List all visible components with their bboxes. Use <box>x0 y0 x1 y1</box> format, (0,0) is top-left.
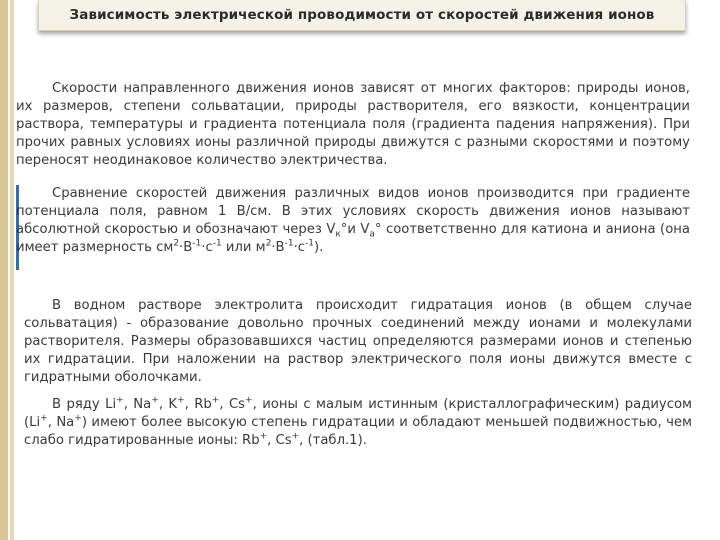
paragraph-2-text-a: Сравнение скоростей движения различных видов ионов производится при градиенте потенциала поля, равном 1 В/см. В этих условиях скорость движения ионов называют абсолютной скоростью и обозначают через V <box>16 186 690 237</box>
superscript: -1 <box>305 238 315 249</box>
paragraph-2-text-g: ·В <box>271 240 285 255</box>
paragraph-2-text-b: °и V <box>340 222 370 237</box>
paragraph-2-text-c: ° соответственно для катиона и аниона (она имеет размерность см <box>16 222 690 255</box>
subscript-k: к <box>335 229 341 240</box>
superscript-plus: + <box>74 413 82 424</box>
superscript-plus: + <box>211 395 220 406</box>
paragraph-4-text-c: , K <box>158 397 178 412</box>
paragraph-4 <box>24 396 692 450</box>
superscript-plus: + <box>245 395 253 406</box>
paragraph-1 <box>16 80 690 170</box>
superscript-plus: + <box>291 431 300 442</box>
paragraph-1-text: Скорости направленного движения ионов зависят от многих факторов: природы ионов, их размеров, степени сольватации, природы растворителя, его вязкости, концентрации раствора, температуры и градиента потенциала поля (градиента падения напряжения). При прочих равных условиях ионы различной природы движутся с разными скоростями и поэтому переносят неодинаковое количество электричества. <box>16 81 690 168</box>
paragraph-2 <box>16 185 690 257</box>
paragraph-2-text-h: ·с <box>293 240 306 255</box>
paragraph-3 <box>24 297 692 387</box>
page-title: Зависимость электрической проводимости от скоростей движения ионов <box>69 7 655 23</box>
superscript-plus: + <box>177 395 185 406</box>
paragraph-2-text-i: ). <box>314 240 324 255</box>
superscript-plus: + <box>40 413 48 424</box>
paragraph-4-text-g: , Na <box>47 415 75 430</box>
decorative-side-band <box>0 0 8 540</box>
superscript: -1 <box>212 238 222 249</box>
paragraph-2-text-d: ·В <box>179 240 193 255</box>
paragraph-3-text: В водном растворе электролита происходит гидратация ионов (в общем случае сольватация) - образование довольно прочных соединений между ионами и молекулами растворителя. Размеры образовавшихся частиц определяются размерами ионов и степенью их гидратации. При наложении на раствор электрического поля ионы движутся вместе с гидратными оболочками. <box>24 298 692 385</box>
superscript-plus: + <box>259 431 268 442</box>
paragraph-4-text-e: , Cs <box>219 397 246 412</box>
paragraph-4-text-i: , Cs <box>267 433 292 448</box>
decorative-side-band-inner <box>10 0 14 540</box>
paragraph-2-text-e: ·с <box>201 240 213 255</box>
superscript-plus: + <box>116 395 124 406</box>
title-bar <box>38 0 686 31</box>
superscript: 2 <box>265 238 272 249</box>
paragraph-4-text-h: ) имеют более высокую степень гидратации и обладают меньшей подвижностью, чем слабо гидратированные ионы: Rb <box>24 415 692 448</box>
paragraph-4-text-b: , Na <box>123 397 152 412</box>
superscript-plus: + <box>151 395 159 406</box>
superscript: -1 <box>192 238 202 249</box>
paragraph-4-text-j: , (табл.1). <box>299 433 367 448</box>
paragraph-4-text-d: , Rb <box>184 397 212 412</box>
subscript-a: a <box>369 229 375 240</box>
paragraph-2-text-f: или м <box>221 240 266 255</box>
paragraph-4-text-a: В ряду Li <box>52 397 117 412</box>
superscript: 2 <box>173 238 180 249</box>
paragraph-4-text-f: , ионы с малым истинным (кристаллографическим) радиусом (Li <box>24 397 692 430</box>
superscript: -1 <box>284 238 294 249</box>
